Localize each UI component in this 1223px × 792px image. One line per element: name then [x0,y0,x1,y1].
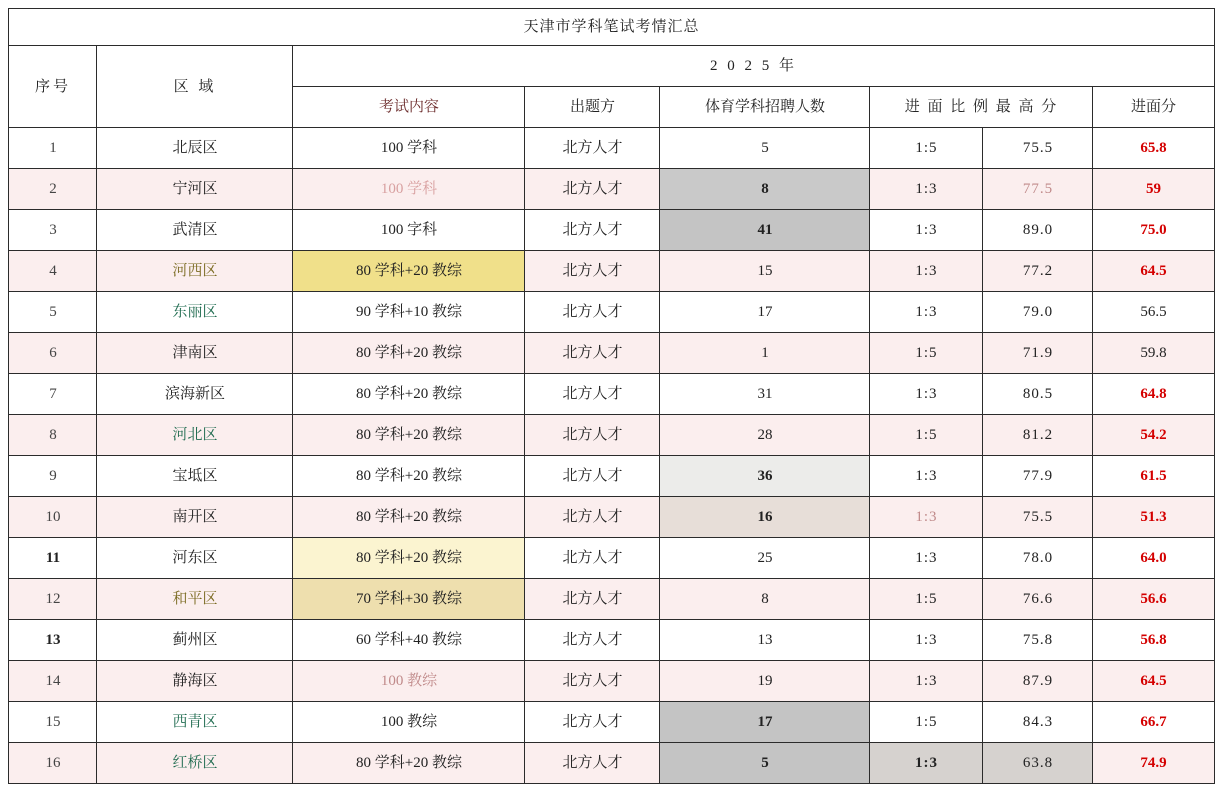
cell-content: 100 学科 [293,128,525,169]
cell-area: 津南区 [97,333,293,374]
cell-num: 8 [660,169,870,210]
cell-max: 78.0 [983,538,1093,579]
cell-ratio: 1:5 [870,415,983,456]
cell-num: 8 [660,579,870,620]
cell-ratio: 1:3 [870,292,983,333]
cell-ratio: 1:3 [870,497,983,538]
cell-content: 60 学科+40 教综 [293,620,525,661]
cell-content: 90 学科+10 教综 [293,292,525,333]
table-row [9,702,1214,743]
cell-enter: 59 [1093,169,1214,210]
cell-maker: 北方人才 [525,497,660,538]
cell-content: 80 学科+20 教综 [293,743,525,784]
cell-num: 25 [660,538,870,579]
cell-index: 5 [9,292,97,333]
cell-area: 滨海新区 [97,374,293,415]
year-header-row [9,46,1214,87]
table-row [9,456,1214,497]
cell-enter: 64.5 [1093,251,1214,292]
cell-index: 15 [9,702,97,743]
table-title-row [9,9,1214,46]
table-body [9,128,1214,784]
cell-num: 15 [660,251,870,292]
cell-content: 100 学科 [293,169,525,210]
cell-enter: 65.8 [1093,128,1214,169]
cell-ratio: 1:3 [870,169,983,210]
cell-area: 北辰区 [97,128,293,169]
cell-max: 75.8 [983,620,1093,661]
cell-max: 79.0 [983,292,1093,333]
cell-maker: 北方人才 [525,128,660,169]
cell-ratio: 1:3 [870,538,983,579]
cell-content: 80 学科+20 教综 [293,497,525,538]
cell-max: 75.5 [983,497,1093,538]
cell-index: 3 [9,210,97,251]
cell-enter: 61.5 [1093,456,1214,497]
cell-content: 80 学科+20 教综 [293,456,525,497]
cell-maker: 北方人才 [525,333,660,374]
cell-area: 红桥区 [97,743,293,784]
cell-maker: 北方人才 [525,169,660,210]
cell-index: 10 [9,497,97,538]
cell-area: 静海区 [97,661,293,702]
cell-index: 14 [9,661,97,702]
cell-content: 100 教综 [293,702,525,743]
cell-enter: 56.6 [1093,579,1214,620]
cell-area: 河东区 [97,538,293,579]
table-row [9,661,1214,702]
cell-ratio: 1:3 [870,456,983,497]
cell-num: 17 [660,702,870,743]
cell-ratio: 1:3 [870,374,983,415]
table-row [9,743,1214,784]
cell-area: 河西区 [97,251,293,292]
cell-max: 84.3 [983,702,1093,743]
table-row [9,579,1214,620]
cell-maker: 北方人才 [525,661,660,702]
cell-enter: 54.2 [1093,415,1214,456]
cell-index: 9 [9,456,97,497]
cell-content: 80 学科+20 教综 [293,415,525,456]
cell-ratio: 1:5 [870,128,983,169]
cell-content: 70 学科+30 教综 [293,579,525,620]
cell-ratio: 1:5 [870,579,983,620]
cell-area: 宁河区 [97,169,293,210]
cell-index: 6 [9,333,97,374]
cell-max: 89.0 [983,210,1093,251]
cell-max: 77.2 [983,251,1093,292]
cell-ratio: 1:3 [870,743,983,784]
cell-area: 武清区 [97,210,293,251]
cell-ratio: 1:5 [870,702,983,743]
cell-area: 南开区 [97,497,293,538]
cell-num: 5 [660,128,870,169]
header-num: 体育学科招聘人数 [660,87,870,128]
header-content: 考试内容 [293,87,525,128]
cell-ratio: 1:3 [870,210,983,251]
table-row [9,251,1214,292]
cell-num: 17 [660,292,870,333]
cell-enter: 64.8 [1093,374,1214,415]
cell-area: 宝坻区 [97,456,293,497]
cell-content: 80 学科+20 教综 [293,538,525,579]
header-index: 序号 [9,46,97,128]
cell-num: 1 [660,333,870,374]
cell-area: 东丽区 [97,292,293,333]
cell-maker: 北方人才 [525,374,660,415]
table-row [9,497,1214,538]
cell-enter: 74.9 [1093,743,1214,784]
cell-ratio: 1:3 [870,620,983,661]
cell-num: 16 [660,497,870,538]
cell-maker: 北方人才 [525,579,660,620]
cell-max: 75.5 [983,128,1093,169]
cell-max: 87.9 [983,661,1093,702]
cell-max: 77.9 [983,456,1093,497]
cell-enter: 56.5 [1093,292,1214,333]
cell-index: 8 [9,415,97,456]
cell-maker: 北方人才 [525,620,660,661]
cell-num: 36 [660,456,870,497]
cell-max: 80.5 [983,374,1093,415]
cell-area: 河北区 [97,415,293,456]
cell-area: 西青区 [97,702,293,743]
table-row [9,620,1214,661]
cell-content: 100 字科 [293,210,525,251]
cell-num: 28 [660,415,870,456]
cell-maker: 北方人才 [525,251,660,292]
cell-area: 和平区 [97,579,293,620]
cell-maker: 北方人才 [525,743,660,784]
cell-index: 2 [9,169,97,210]
cell-ratio: 1:5 [870,333,983,374]
table-row [9,415,1214,456]
cell-index: 4 [9,251,97,292]
cell-max: 81.2 [983,415,1093,456]
cell-enter: 64.5 [1093,661,1214,702]
cell-index: 12 [9,579,97,620]
cell-content: 80 学科+20 教综 [293,251,525,292]
cell-content: 100 教综 [293,661,525,702]
cell-maker: 北方人才 [525,538,660,579]
cell-enter: 66.7 [1093,702,1214,743]
cell-maker: 北方人才 [525,292,660,333]
cell-index: 7 [9,374,97,415]
cell-num: 31 [660,374,870,415]
cell-content: 80 学科+20 教综 [293,333,525,374]
cell-num: 5 [660,743,870,784]
header-enter: 进面分 [1093,87,1214,128]
cell-ratio: 1:3 [870,251,983,292]
table-row [9,128,1214,169]
cell-enter: 51.3 [1093,497,1214,538]
cell-maker: 北方人才 [525,415,660,456]
cell-enter: 56.8 [1093,620,1214,661]
table-row [9,333,1214,374]
table-row [9,169,1214,210]
cell-index: 16 [9,743,97,784]
cell-maker: 北方人才 [525,210,660,251]
header-ratio-max: 进 面 比 例 最 高 分 [870,87,1093,128]
cell-area: 蓟州区 [97,620,293,661]
cell-enter: 64.0 [1093,538,1214,579]
cell-max: 76.6 [983,579,1093,620]
cell-enter: 59.8 [1093,333,1214,374]
cell-index: 1 [9,128,97,169]
cell-index: 13 [9,620,97,661]
cell-maker: 北方人才 [525,456,660,497]
cell-num: 13 [660,620,870,661]
cell-num: 41 [660,210,870,251]
cell-num: 19 [660,661,870,702]
cell-enter: 75.0 [1093,210,1214,251]
exam-summary-table [8,8,1214,784]
table-row [9,374,1214,415]
cell-ratio: 1:3 [870,661,983,702]
cell-max: 63.8 [983,743,1093,784]
header-area: 区 域 [97,46,293,128]
cell-index: 11 [9,538,97,579]
cell-content: 80 学科+20 教综 [293,374,525,415]
cell-maker: 北方人才 [525,702,660,743]
cell-max: 71.9 [983,333,1093,374]
header-maker: 出题方 [525,87,660,128]
cell-max: 77.5 [983,169,1093,210]
page-title: 天津市学科笔试考情汇总 [9,9,1214,46]
table-row [9,292,1214,333]
table-row [9,210,1214,251]
table-row [9,538,1214,579]
header-year: 2 0 2 5 年 [293,46,1214,87]
